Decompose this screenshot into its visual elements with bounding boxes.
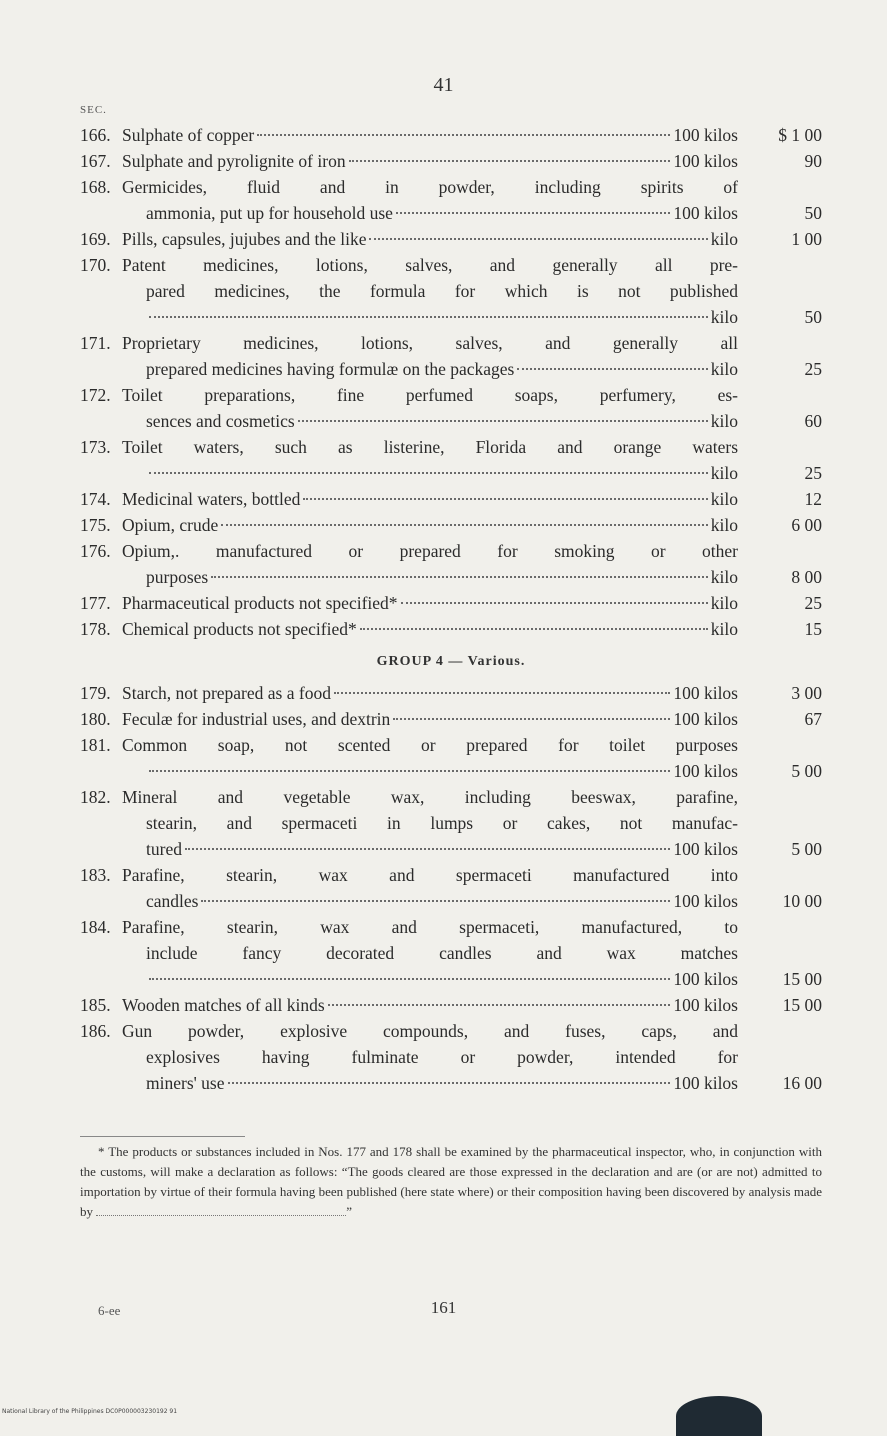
duty-rate: 25 xyxy=(804,359,822,379)
dot-leader xyxy=(328,1004,671,1006)
description-line: Common soap, not scented or prepared for toilet purposes xyxy=(122,735,738,755)
signature-mark: 6-ee xyxy=(98,1303,121,1318)
entry-main xyxy=(80,434,738,486)
entry-description xyxy=(122,616,738,642)
description-text: ammonia, put up for household use xyxy=(146,203,393,223)
description-last-line xyxy=(122,836,738,862)
entry-main xyxy=(80,512,738,538)
entry-main xyxy=(80,330,738,382)
tariff-entry xyxy=(80,590,822,616)
entry-description xyxy=(122,382,738,434)
description-last-line xyxy=(122,992,738,1018)
description-line: Parafine, stearin, wax and spermaceti manufactured into xyxy=(122,865,738,885)
entry-description xyxy=(122,706,738,732)
dot-leader xyxy=(517,368,707,370)
duty-rate: 6 00 xyxy=(791,515,822,535)
unit-label: kilo xyxy=(710,567,738,587)
description-last-line xyxy=(122,200,738,226)
entry-description xyxy=(122,486,738,512)
duty-rate: 12 xyxy=(804,489,822,509)
description-last-line xyxy=(122,966,738,992)
description-last-line xyxy=(122,680,738,706)
description-last-line xyxy=(122,122,738,148)
description-line: Parafine, stearin, wax and spermaceti, manufactured, to xyxy=(122,917,738,937)
dot-leader xyxy=(149,770,670,772)
entry-number: 172. xyxy=(80,385,111,405)
entry-number: 183. xyxy=(80,865,111,885)
description-text: Medicinal waters, bottled xyxy=(122,489,301,509)
unit-label: 100 kilos xyxy=(673,203,738,223)
tariff-entry xyxy=(80,862,822,914)
entry-number: 186. xyxy=(80,1021,111,1041)
unit-label: kilo xyxy=(710,463,738,483)
footnote-closing-quote: ” xyxy=(346,1204,353,1219)
description-line: Gun powder, explosive compounds, and fuses, caps, and xyxy=(122,1021,738,1041)
tariff-entry xyxy=(80,486,822,512)
duty-rate: 5 00 xyxy=(791,839,822,859)
description-line: include fancy decorated candles and wax matches xyxy=(146,943,738,963)
description-last-line xyxy=(122,512,738,538)
duty-rate: $ 1 00 xyxy=(778,125,822,145)
duty-rate: 15 00 xyxy=(782,969,822,989)
dot-leader xyxy=(349,160,671,162)
description-last-line xyxy=(122,304,738,330)
tariff-entry xyxy=(80,382,822,434)
section-column-label: SEC. xyxy=(80,104,107,116)
entry-description xyxy=(122,330,738,382)
entry-description xyxy=(122,732,738,784)
unit-label: 100 kilos xyxy=(673,891,738,911)
entry-description xyxy=(122,862,738,914)
description-last-line xyxy=(122,564,738,590)
description-last-line xyxy=(122,486,738,512)
dot-leader xyxy=(393,718,670,720)
entry-main xyxy=(80,174,738,226)
description-text: prepared medicines having formulæ on the packages xyxy=(146,359,515,379)
tariff-entry xyxy=(80,680,822,706)
entry-main xyxy=(80,252,738,330)
dot-leader xyxy=(369,238,707,240)
tariff-entry xyxy=(80,434,822,486)
entry-main xyxy=(80,148,738,174)
entry-description xyxy=(122,992,738,1018)
entry-number: 169. xyxy=(80,229,111,249)
duty-rate: 15 xyxy=(804,619,822,639)
dot-leader xyxy=(149,472,708,474)
entry-description xyxy=(122,252,738,330)
signature-leader xyxy=(96,1215,346,1216)
footer-page-number: 161 xyxy=(430,1298,457,1317)
unit-label: 100 kilos xyxy=(673,761,738,781)
description-text: purposes xyxy=(146,567,209,587)
dot-leader xyxy=(211,576,708,578)
entry-number: 171. xyxy=(80,333,111,353)
entry-main xyxy=(80,992,738,1018)
entry-main xyxy=(80,486,738,512)
entry-number: 166. xyxy=(80,125,111,145)
tariff-entry xyxy=(80,330,822,382)
dot-leader xyxy=(185,848,670,850)
description-last-line xyxy=(122,460,738,486)
entry-number: 173. xyxy=(80,437,111,457)
duty-rate: 25 xyxy=(804,593,822,613)
duty-rate: 15 00 xyxy=(782,995,822,1015)
entry-main xyxy=(80,382,738,434)
unit-label: 100 kilos xyxy=(673,995,738,1015)
entry-main xyxy=(80,590,738,616)
unit-label: kilo xyxy=(710,307,738,327)
entry-number: 174. xyxy=(80,489,111,509)
entry-main xyxy=(80,616,738,642)
entry-description xyxy=(122,148,738,174)
entry-main xyxy=(80,122,738,148)
entry-number: 168. xyxy=(80,177,111,197)
description-line: Patent medicines, lotions, salves, and generally all pre- xyxy=(122,255,738,275)
entry-main xyxy=(80,226,738,252)
description-last-line xyxy=(122,706,738,732)
description-text: Starch, not prepared as a food xyxy=(122,683,331,703)
dot-leader xyxy=(334,692,670,694)
description-line: Opium,. manufactured or prepared for smoking or other xyxy=(122,541,738,561)
entry-number: 178. xyxy=(80,619,111,639)
description-text: candles xyxy=(146,891,199,911)
tariff-entry xyxy=(80,226,822,252)
dot-leader xyxy=(401,602,708,604)
description-last-line xyxy=(122,590,738,616)
description-text: tured xyxy=(146,839,182,859)
dot-leader xyxy=(201,900,670,902)
entry-number: 180. xyxy=(80,709,111,729)
duty-rate: 67 xyxy=(804,709,822,729)
duty-rate: 90 xyxy=(804,151,822,171)
entry-main xyxy=(80,706,738,732)
library-credit: National Library of the Philippines DC0P000003230192 91 xyxy=(2,1408,178,1415)
tariff-entry xyxy=(80,616,822,642)
unit-label: kilo xyxy=(710,229,738,249)
unit-label: 100 kilos xyxy=(673,709,738,729)
unit-label: kilo xyxy=(710,515,738,535)
description-text: Feculæ for industrial uses, and dextrin xyxy=(122,709,391,729)
entry-description xyxy=(122,538,738,590)
description-text: Opium, crude xyxy=(122,515,219,535)
dot-leader xyxy=(298,420,708,422)
duty-rate: 3 00 xyxy=(791,683,822,703)
unit-label: 100 kilos xyxy=(673,839,738,859)
duty-rate: 10 00 xyxy=(782,891,822,911)
description-text: sences and cosmetics xyxy=(146,411,295,431)
entry-main xyxy=(80,538,738,590)
entry-main xyxy=(80,914,738,992)
unit-label: 100 kilos xyxy=(673,151,738,171)
description-last-line xyxy=(122,356,738,382)
description-line: pared medicines, the formula for which is not published xyxy=(146,281,738,301)
entry-description xyxy=(122,680,738,706)
duty-rate: 5 00 xyxy=(791,761,822,781)
description-line: Mineral and vegetable wax, including beeswax, parafine, xyxy=(122,787,738,807)
dot-leader xyxy=(396,212,670,214)
unit-label: 100 kilos xyxy=(673,969,738,989)
dot-leader xyxy=(149,978,670,980)
entry-number: 185. xyxy=(80,995,111,1015)
entry-main xyxy=(80,680,738,706)
tariff-entries-group-3 xyxy=(80,122,822,642)
entry-description xyxy=(122,434,738,486)
dot-leader xyxy=(221,524,708,526)
tariff-entry xyxy=(80,732,822,784)
description-last-line xyxy=(122,408,738,434)
page-number: 41 xyxy=(433,74,454,96)
unit-label: 100 kilos xyxy=(673,1073,738,1093)
description-last-line xyxy=(122,148,738,174)
dot-leader xyxy=(228,1082,671,1084)
tariff-entry xyxy=(80,174,822,226)
entry-number: 170. xyxy=(80,255,111,275)
description-line: Toilet waters, such as listerine, Florida and orange waters xyxy=(122,437,738,457)
duty-rate: 16 00 xyxy=(782,1073,822,1093)
description-line: Toilet preparations, fine perfumed soaps, perfumery, es- xyxy=(122,385,738,405)
entry-number: 182. xyxy=(80,787,111,807)
description-text: Pharmaceutical products not specified* xyxy=(122,593,398,613)
footnote-text: * The products or substances included in Nos. 177 and 178 shall be examined by the pharmaceutical inspector, who, in conjunction with the customs, will make a declaration as follows: “The goods cleared are those expressed in the declaration and are (or are not) admitted to importation by virtue of their formula having been published (here state where) or their composition having been discovered by analysis made by xyxy=(80,1144,822,1219)
entry-main xyxy=(80,1018,738,1096)
description-last-line xyxy=(122,616,738,642)
entry-description xyxy=(122,174,738,226)
unit-label: 100 kilos xyxy=(673,683,738,703)
entry-description xyxy=(122,226,738,252)
scan-edge-blot xyxy=(676,1396,762,1436)
entry-number: 177. xyxy=(80,593,111,613)
entry-description xyxy=(122,590,738,616)
tariff-entries-group-4 xyxy=(80,680,822,1096)
unit-label: kilo xyxy=(710,489,738,509)
tariff-entry xyxy=(80,1018,822,1096)
unit-label: kilo xyxy=(710,359,738,379)
duty-rate: 25 xyxy=(804,463,822,483)
tariff-entry xyxy=(80,252,822,330)
description-last-line xyxy=(122,226,738,252)
dot-leader xyxy=(360,628,708,630)
entry-number: 181. xyxy=(80,735,111,755)
entry-number: 175. xyxy=(80,515,111,535)
unit-label: 100 kilos xyxy=(673,125,738,145)
entry-description xyxy=(122,1018,738,1096)
tariff-entry xyxy=(80,512,822,538)
entry-number: 167. xyxy=(80,151,111,171)
dot-leader xyxy=(257,134,670,136)
description-text: Sulphate and pyrolignite of iron xyxy=(122,151,346,171)
description-text: miners' use xyxy=(146,1073,225,1093)
group-heading: GROUP 4 — Various. xyxy=(376,654,526,669)
entry-main xyxy=(80,784,738,862)
duty-rate: 50 xyxy=(804,307,822,327)
unit-label: kilo xyxy=(710,619,738,639)
unit-label: kilo xyxy=(710,411,738,431)
entry-number: 179. xyxy=(80,683,111,703)
unit-label: kilo xyxy=(710,593,738,613)
entry-number: 176. xyxy=(80,541,111,561)
description-text: Chemical products not specified* xyxy=(122,619,357,639)
tariff-entry xyxy=(80,148,822,174)
dot-leader xyxy=(149,316,708,318)
description-line: explosives having fulminate or powder, intended for xyxy=(146,1047,738,1067)
duty-rate: 8 00 xyxy=(791,567,822,587)
entry-description xyxy=(122,914,738,992)
description-line: Germicides, fluid and in powder, including spirits of xyxy=(122,177,738,197)
entry-number: 184. xyxy=(80,917,111,937)
description-line: Proprietary medicines, lotions, salves, and generally all xyxy=(122,333,738,353)
description-line: stearin, and spermaceti in lumps or cakes, not manufac- xyxy=(146,813,738,833)
tariff-list xyxy=(80,122,822,1096)
description-last-line xyxy=(122,888,738,914)
entry-description xyxy=(122,784,738,862)
tariff-entry xyxy=(80,914,822,992)
description-text: Pills, capsules, jujubes and the like xyxy=(122,229,367,249)
entry-main xyxy=(80,862,738,914)
duty-rate: 60 xyxy=(804,411,822,431)
duty-rate: 1 00 xyxy=(791,229,822,249)
tariff-entry xyxy=(80,538,822,590)
description-last-line xyxy=(122,1070,738,1096)
entry-main xyxy=(80,732,738,784)
description-text: Sulphate of copper xyxy=(122,125,255,145)
footnote xyxy=(80,1142,822,1222)
tariff-entry xyxy=(80,706,822,732)
duty-rate: 50 xyxy=(804,203,822,223)
entry-description xyxy=(122,122,738,148)
entry-description xyxy=(122,512,738,538)
tariff-entry xyxy=(80,122,822,148)
description-last-line xyxy=(122,758,738,784)
tariff-entry xyxy=(80,992,822,1018)
tariff-entry xyxy=(80,784,822,862)
footnote-rule xyxy=(80,1136,245,1137)
description-text: Wooden matches of all kinds xyxy=(122,995,325,1015)
dot-leader xyxy=(303,498,707,500)
